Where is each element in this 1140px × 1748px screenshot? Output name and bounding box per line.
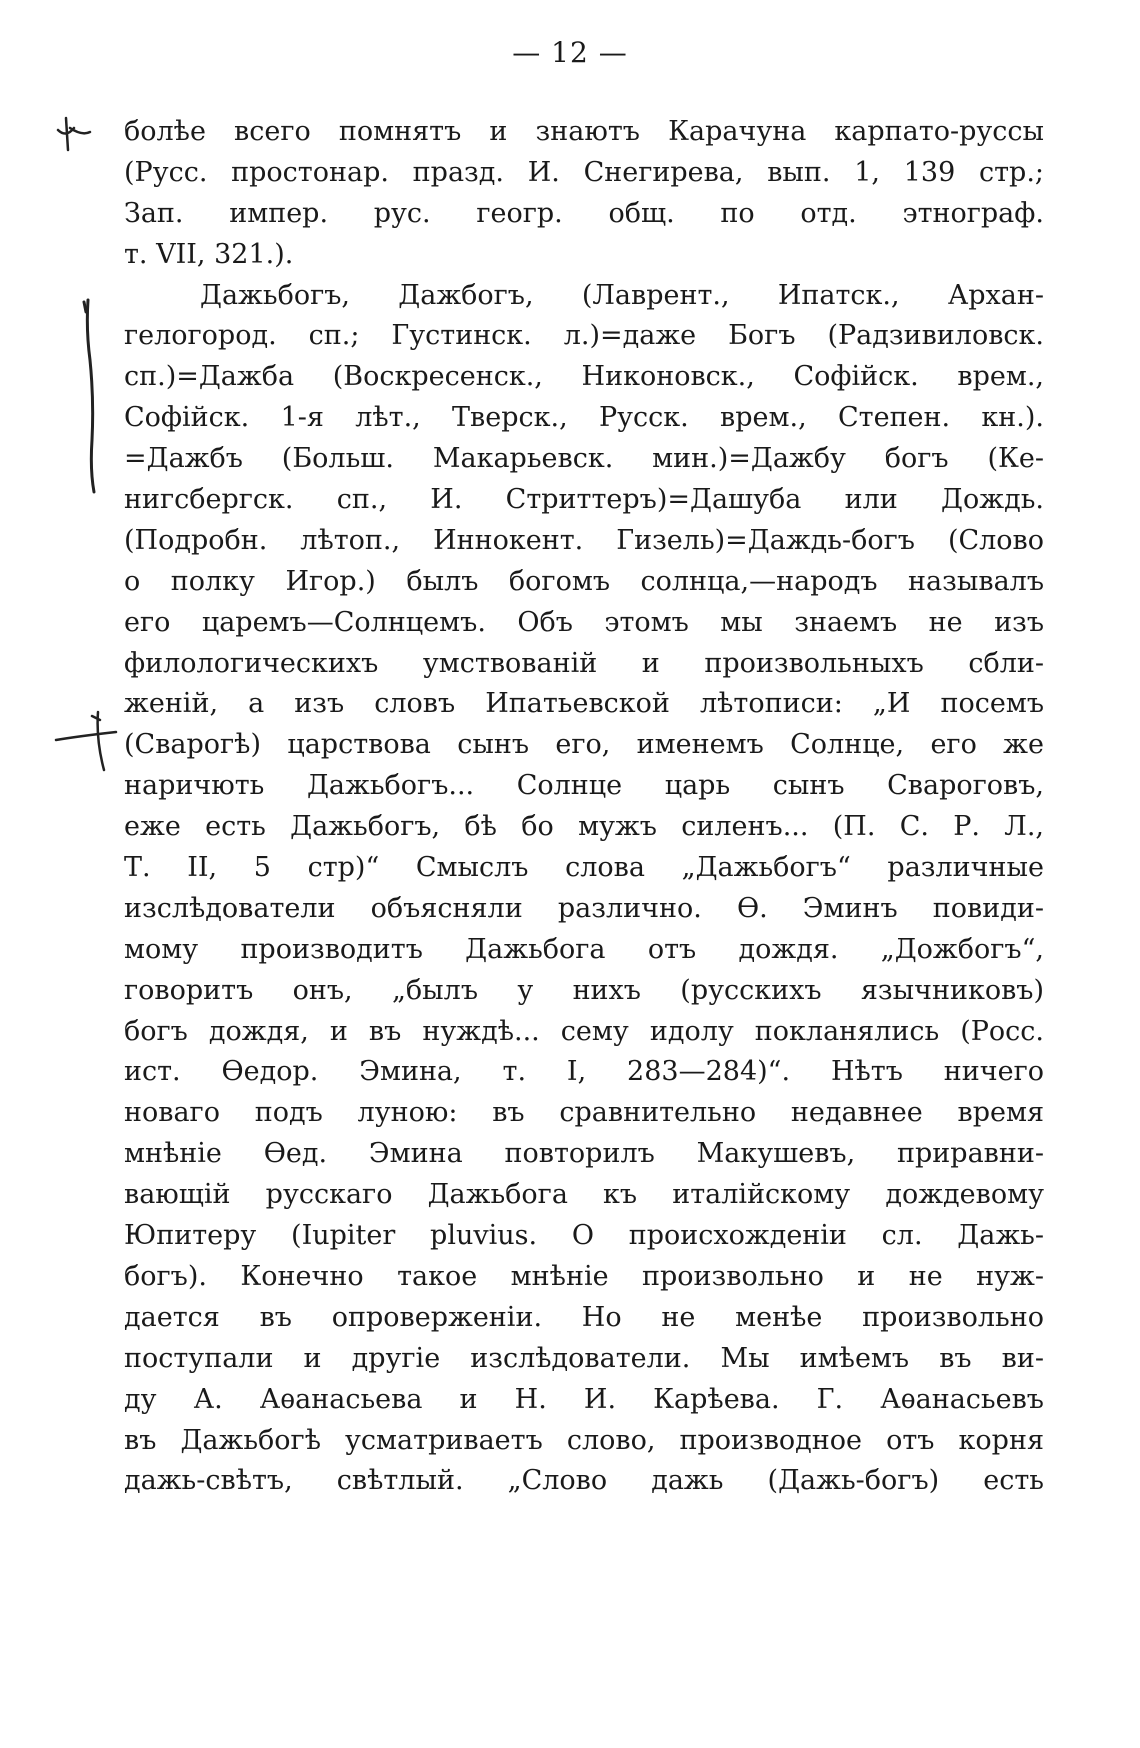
- text-line: =Дажбъ (Больш. Макарьевск. мин.)=Дажбу богъ (Ке-: [124, 443, 1044, 475]
- text-line: Дажьбогъ, Дажбогъ, (Лаврент., Ипатск., Архан-: [200, 279, 1044, 311]
- page-number: — 12 —: [512, 36, 628, 69]
- text-line: о полку Игор.) былъ богомъ солнца,—народъ называлъ: [124, 565, 1044, 597]
- text-line: болѣе всего помнятъ и знаютъ Карачуна карпато-руссы: [124, 116, 1044, 147]
- text-line: гелогород. сп.; Густинск. л.)=даже Богъ (Радзивиловск.: [124, 320, 1044, 352]
- text-line: нигсбергск. сп., И. Стриттеръ)=Дашуба или Дождь.: [124, 484, 1044, 516]
- text-line: изслѣдователи объясняли различно. Ѳ. Эминъ повиди-: [124, 892, 1044, 924]
- text-line: Зап. импер. рус. геогр. общ. по отд. этнограф.: [124, 197, 1044, 229]
- text-line: мнѣніе Ѳед. Эмина повторилъ Макушевъ, приравни-: [124, 1138, 1044, 1170]
- text-line: Т. II, 5 стр)“ Смыслъ слова „Дажьбогъ“ различные: [124, 852, 1044, 884]
- text-line: [124, 1502, 1044, 1543]
- text-line: въ Дажьбогѣ усматриваетъ слово, производное отъ корня: [124, 1424, 1044, 1456]
- text-line: Софійск. 1-я лѣт., Тверск., Русск. врем., Степен. кн.).: [124, 402, 1044, 434]
- text-line: [124, 1666, 1044, 1707]
- text-line: его царемъ—Солнцемъ. Объ этомъ мы знаемъ не изъ: [124, 606, 1044, 638]
- text-line: [124, 1707, 1044, 1748]
- text-line: дается въ опроверженіи. Но не менѣе произвольно: [124, 1301, 1044, 1333]
- text-line: еже есть Дажьбогъ, бѣ бо мужъ силенъ... (П. С. Р. Л.,: [124, 811, 1044, 843]
- text-line: ист. Ѳедор. Эмина, т. I, 283—284)“. Нѣтъ ничего: [124, 1056, 1044, 1088]
- text-line: вающій русскаго Дажьбога къ италійскому дождевому: [124, 1179, 1044, 1211]
- page-body-text: [124, 112, 1044, 1748]
- text-line: [124, 1584, 1044, 1625]
- text-line: т. VII, 321.).: [124, 238, 294, 270]
- text-line: (Подробн. лѣтоп., Иннокент. Гизель)=Даждь-богъ (Слово: [124, 524, 1044, 556]
- text-line: ду А. Аѳанасьева и Н. И. Карѣева. Г. Аѳанасьевъ: [124, 1383, 1044, 1415]
- text-line: наричють Дажьбогъ... Солнце царь сынъ Свароговъ,: [124, 770, 1044, 802]
- text-line: поступали и другіе изслѣдователи. Мы имѣемъ въ ви-: [124, 1342, 1044, 1374]
- text-line: сп.)=Дажба (Воскресенск., Никоновск., Софійск. врем.,: [124, 361, 1044, 393]
- text-line: (Русс. простонар. празд. И. Снегирева, вып. 1, 139 стр.;: [124, 156, 1044, 188]
- text-line: филологическихъ умствованій и произвольныхъ сбли-: [124, 647, 1044, 679]
- margin-vertical-line: [84, 300, 94, 492]
- text-line: говоритъ онъ, „былъ у нихъ (русскихъ язычниковъ): [124, 974, 1044, 1006]
- text-line: Юпитеру (Iupiter pluvius. О происхожденіи сл. Дажь-: [124, 1220, 1044, 1252]
- text-line: новаго подъ луною: въ сравнительно недавнее время: [124, 1097, 1044, 1129]
- handwritten-margin-marks: [0, 0, 130, 1675]
- text-line: женій, а изъ словъ Ипатьевской лѣтописи: „И посемъ: [124, 688, 1044, 720]
- margin-cross-mark-top: [58, 118, 90, 150]
- text-line: [124, 1625, 1044, 1666]
- margin-cross-mark-middle: [56, 712, 116, 770]
- text-line: богъ). Конечно такое мнѣніе произвольно и не нуж-: [124, 1260, 1044, 1292]
- text-line: дажь-свѣтъ, свѣтлый. „Слово дажь (Дажь-богъ) есть: [124, 1465, 1044, 1497]
- text-line: [124, 1543, 1044, 1584]
- text-line: мому производитъ Дажьбога отъ дождя. „Дожбогъ“,: [124, 933, 1044, 965]
- text-line: (Сварогѣ) царствова сынъ его, именемъ Солнце, его же: [124, 729, 1044, 761]
- text-line: богъ дождя, и въ нуждѣ... сему идолу покланялись (Росс.: [124, 1015, 1044, 1047]
